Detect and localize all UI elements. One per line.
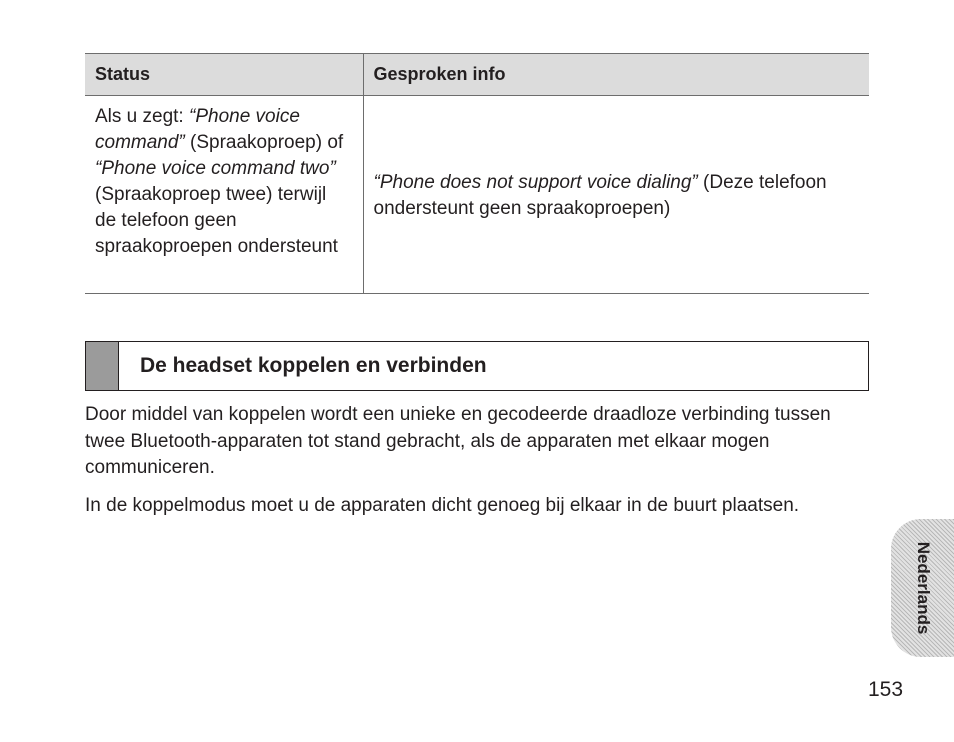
- page-number: 153: [868, 678, 904, 701]
- column-header-status: Status: [85, 54, 363, 96]
- body-paragraph-pairing: Door middel van koppelen wordt een unieke en gecodeerde draadloze verbinding tussen twee Bluetooth-apparaten tot stand gebracht, als de apparaten met elkaar mogen communiceren.: [85, 404, 831, 478]
- language-tab: [891, 519, 954, 657]
- info-cell: [363, 96, 869, 294]
- status-cell: [85, 96, 363, 294]
- status-text-3: (Spraakoproep twee) terwijl de telefoon geen spraakoproepen ondersteunt: [95, 184, 338, 257]
- status-text-1: Als u zegt:: [95, 106, 189, 127]
- status-text-2: (Spraakoproep) of: [184, 132, 344, 153]
- section-title: De headset koppelen en verbinden: [140, 354, 487, 377]
- section-marker: [86, 342, 119, 390]
- language-tab-label: Nederlands: [913, 541, 933, 635]
- status-command-2: “Phone voice command two”: [95, 158, 336, 179]
- table-row: [85, 96, 869, 294]
- status-command-1: “Phone voice command”: [95, 106, 300, 153]
- body-paragraph-pairing-mode: In de koppelmodus moet u de apparaten dicht genoeg bij elkaar in de buurt plaatsen.: [85, 495, 800, 516]
- status-table: [85, 53, 869, 294]
- info-translation: (Deze telefoon ondersteunt geen spraakoproepen): [373, 171, 827, 219]
- info-spoken-phrase: “Phone does not support voice dialing”: [373, 171, 698, 193]
- table-header-row: [85, 54, 869, 96]
- column-header-info: Gesproken info: [373, 64, 506, 84]
- section-heading: [85, 341, 869, 391]
